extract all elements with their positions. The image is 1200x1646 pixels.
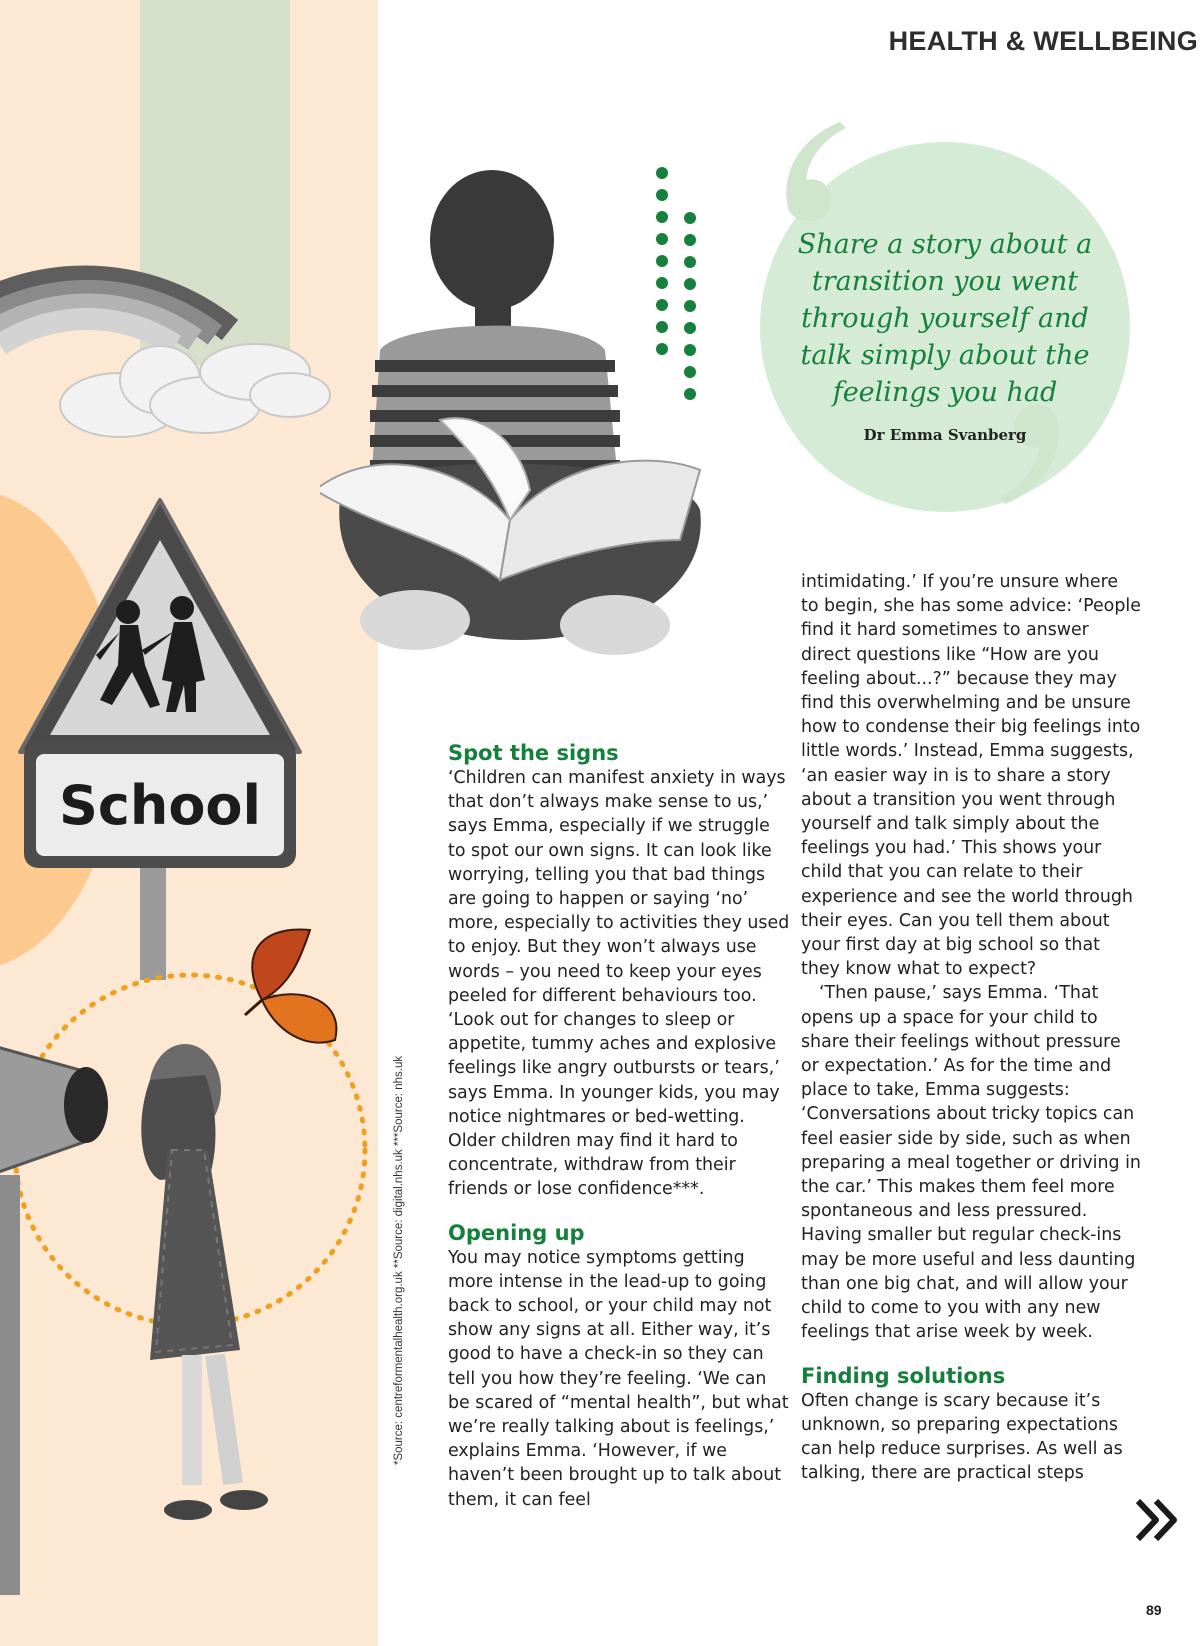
source-note: *Source: centreformentalhealth.org.uk **Source: digital.nhs.uk ***Source: nhs.uk: [393, 1055, 405, 1465]
heading-spot-the-signs: Spot the signs: [448, 741, 619, 765]
megaphone-icon: [0, 1045, 108, 1595]
double-chevron-right-icon[interactable]: [1132, 1495, 1182, 1545]
article-column-1: [448, 740, 790, 1512]
page-number: 89: [1146, 1602, 1162, 1618]
paragraph: You may notice symptoms getting more intense in the lead-up to going back to school, or your child may not show any signs at all. Either way, it’s good to have a check-in so they can tell you how they’re feeling. ‘We can be scared of “mental health”, but what we’re really talking about is feelings,’ explains Emma. ‘However, if we haven’t been brought up to talk about them, it can feel: [448, 1247, 789, 1510]
rainbow-icon: [0, 279, 230, 345]
article-column-2: [801, 570, 1141, 1485]
children-crossing-sign-icon: [20, 500, 300, 752]
paragraph: Often change is scary because it’s unknown, so preparing expectations can help reduce surprises. As well as talking, there are practical steps: [801, 1390, 1123, 1484]
girl-figure-icon: [141, 1044, 268, 1520]
section-title: HEALTH & WELLBEING: [888, 26, 1198, 56]
paragraph: ‘Then pause,’ says Emma. ‘That opens up a space for your child to share their feelings without pressure or expectation.’ As for the time and place to take, Emma suggests: ‘Conversations about tricky topics can feel easier side by side, such as when preparing a meal together or driving in the car.’ This makes them feel more spontaneous and less pressured. Having smaller but regular check-ins may be more useful and less daunting than one big chat, and will allow your child to come to you with any new feelings that arise week by week.: [801, 983, 1141, 1343]
cloud-icon: [60, 344, 330, 437]
butterfly-icon: [245, 930, 336, 1043]
quote-author: Dr Emma Svanberg: [863, 426, 1027, 444]
school-sign-label: School: [58, 774, 262, 837]
paragraph: ‘Children can manifest anxiety in ways that don’t always make sense to us,’ says Emma, especially if we struggle to spot our own signs. It can look like worrying, telling you that bad things are going to happen or saying ‘no’ more, especially to activities they used to enjoy. But they won’t always use words – you need to keep your eyes peeled for different behaviours too. ‘Look out for changes to sleep or appetite, tummy aches and explosive feelings like angry outbursts or tears,’ says Emma. In younger kids, you may notice nightmares or bed-wetting. Older children may find it hard to concentrate, withdraw from their friends or lose confidence***.: [448, 768, 790, 1200]
heading-opening-up: Opening up: [448, 1220, 585, 1245]
paragraph: intimidating.’ If you’re unsure where to begin, she has some advice: ‘People find it hard sometimes to answer direct questions like “How are you feeling about...?” because they may find this overwhelming and be unsure how to condense their big feelings into little words.’ Instead, Emma suggests, ‘an easier way in is to share a story about a transition you went through yourself and talk simply about the feelings you had.’ This shows your child that you can relate to their experience and see the world through their eyes. Can you tell them about your first day at big school so that they know what to expect?: [801, 572, 1141, 980]
heading-finding-solutions: Finding solutions: [801, 1363, 1006, 1388]
green-dots-decoration: [652, 165, 702, 410]
close-quote-icon: [985, 398, 1065, 508]
pull-quote: Share a story about a transition you went through yourself and talk simply about the feelings you had: [797, 229, 1093, 408]
sign-post: [140, 860, 166, 980]
open-quote-icon: [780, 118, 860, 228]
